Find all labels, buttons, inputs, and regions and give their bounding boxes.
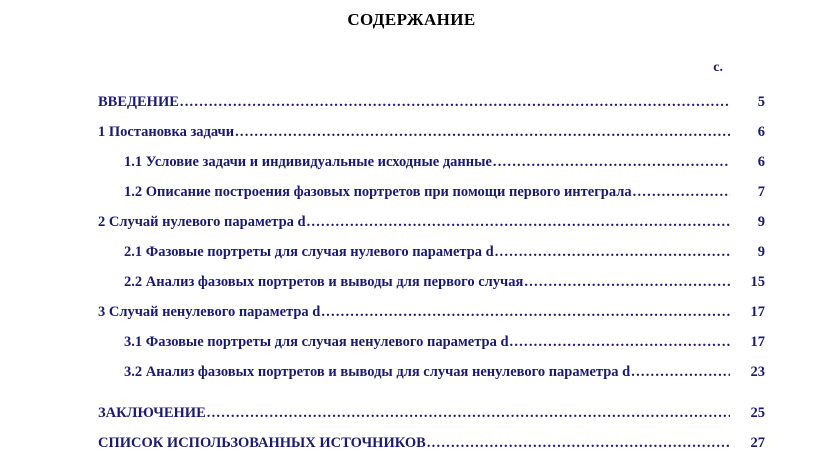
toc-entry-page-number: 15 <box>750 274 765 290</box>
toc-entry-label: ВВЕДЕНИЕ <box>98 94 179 110</box>
toc-leader-dots <box>495 245 730 260</box>
toc-entry-page-number: 6 <box>757 124 765 140</box>
toc-entry[interactable] <box>98 184 765 201</box>
toc-entry-page-number: 9 <box>757 244 765 260</box>
toc-entry[interactable] <box>98 435 765 452</box>
toc-leader-dots <box>235 125 730 140</box>
toc-leader-dots <box>180 95 730 110</box>
toc-entry[interactable] <box>98 405 765 422</box>
toc-entry-page-number: 9 <box>757 214 765 230</box>
toc-entry[interactable] <box>98 244 765 261</box>
toc-leader-dots <box>307 215 730 230</box>
toc-leader-dots <box>493 155 730 170</box>
toc-entry-page-number: 17 <box>750 304 765 320</box>
toc-entry-page-number: 5 <box>757 94 765 110</box>
toc-entry-label: СПИСОК ИСПОЛЬЗОВАННЫХ ИСТОЧНИКОВ <box>98 435 426 451</box>
toc-entry-label: 3.2 Анализ фазовых портретов и выводы для случая ненулевого параметра d <box>124 364 631 380</box>
toc-entry[interactable] <box>98 124 765 141</box>
toc-leader-dots <box>631 365 730 380</box>
toc-entry-page-number: 17 <box>750 334 765 350</box>
toc-entry-label: 2.1 Фазовые портреты для случая нулевого параметра d <box>124 244 494 260</box>
toc-entry-page-number: 6 <box>757 154 765 170</box>
toc-entry[interactable] <box>98 214 765 231</box>
toc-entry-label: 1.2 Описание построения фазовых портретов при помощи первого интеграла <box>124 184 632 200</box>
toc-leader-dots <box>321 305 730 320</box>
toc-entry-page-number: 27 <box>750 435 765 451</box>
page-column-label: с. <box>713 60 723 75</box>
page-title: СОДЕРЖАНИЕ <box>347 10 476 29</box>
toc-entry-label: 2 Случай нулевого параметра d <box>98 214 306 230</box>
toc-entry-label: 3.1 Фазовые портреты для случая ненулевого параметра d <box>124 334 509 350</box>
toc-entry-label: 1 Постановка задачи <box>98 124 235 140</box>
toc-leader-dots <box>633 185 730 200</box>
toc-leader-dots <box>207 406 730 421</box>
toc-entry[interactable] <box>98 334 765 351</box>
toc-entry-label: 3 Случай ненулевого параметра d <box>98 304 321 320</box>
toc-leader-dots <box>510 335 730 350</box>
toc-entry[interactable] <box>98 154 765 171</box>
toc-entry[interactable] <box>98 364 765 381</box>
toc-entry-label: 2.2 Анализ фазовых портретов и выводы для первого случая <box>124 274 524 290</box>
toc-entry[interactable] <box>98 94 765 111</box>
toc-leader-dots <box>524 275 730 290</box>
toc-entry-page-number: 23 <box>750 364 765 380</box>
toc-leader-dots <box>427 436 730 451</box>
document-page <box>0 10 813 469</box>
toc-entry[interactable] <box>98 304 765 321</box>
toc-entry[interactable] <box>98 274 765 291</box>
toc-entry-label: ЗАКЛЮЧЕНИЕ <box>98 405 206 421</box>
toc-entry-page-number: 7 <box>757 184 765 200</box>
toc-entry-label: 1.1 Условие задачи и индивидуальные исходные данные <box>124 154 492 170</box>
toc-entry-page-number: 25 <box>750 405 765 421</box>
table-of-contents <box>98 94 765 452</box>
